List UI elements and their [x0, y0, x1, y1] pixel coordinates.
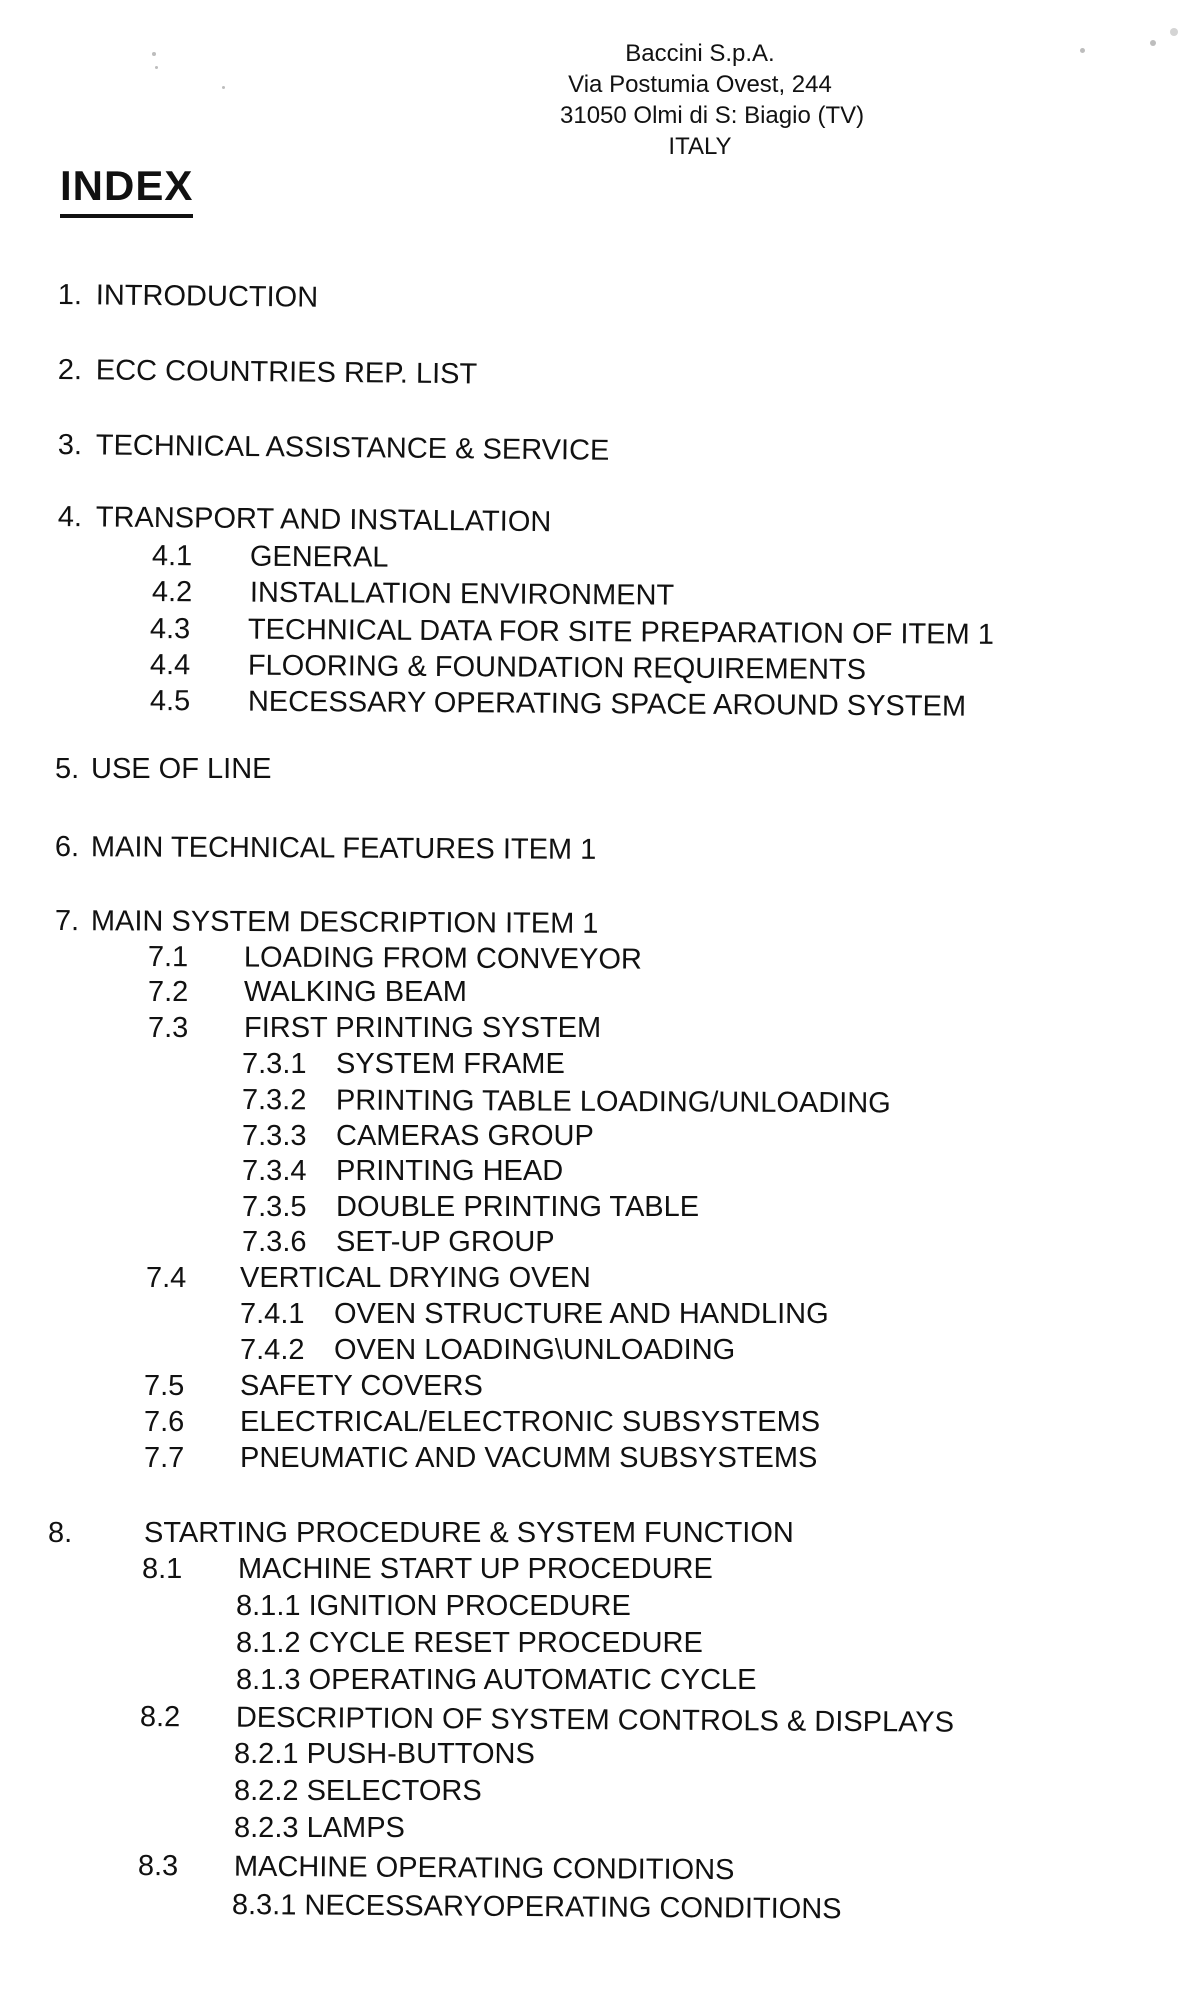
toc-title: DOUBLE PRINTING TABLE	[336, 1191, 700, 1223]
toc-title: MACHINE OPERATING CONDITIONS	[233, 1850, 735, 1887]
toc-title: USE OF LINE	[91, 753, 272, 785]
toc-number: 7.3	[148, 1012, 189, 1044]
toc-title: MACHINE START UP PROCEDURE	[238, 1553, 713, 1585]
toc-number: 7.2	[148, 976, 189, 1008]
toc-title: LOADING FROM CONVEYOR	[243, 941, 642, 976]
toc-number: 7.3.6	[242, 1226, 307, 1258]
toc-number: 7.1	[147, 941, 189, 974]
scan-speck	[1170, 28, 1178, 36]
address-country: ITALY	[668, 133, 732, 160]
address-street: Via Postumia Ovest, 244	[568, 71, 832, 98]
toc-title: PRINTING TABLE LOADING/UNLOADING	[335, 1084, 891, 1120]
toc-title: INSTALLATION ENVIRONMENT	[249, 576, 675, 612]
scan-speck	[155, 66, 158, 69]
toc-title: FLOORING & FOUNDATION REQUIREMENTS	[247, 649, 867, 686]
toc-number: 8.2.1	[234, 1738, 299, 1770]
toc-title	[234, 1811, 405, 1845]
toc-number: 7.3.2	[241, 1084, 307, 1117]
toc-title-text: SELECTORS	[306, 1775, 482, 1807]
toc-number: 8.2.3	[234, 1812, 299, 1844]
toc-number: 7.5	[144, 1370, 185, 1402]
toc-number: 8.	[48, 1517, 73, 1549]
toc-number: 4.2	[151, 576, 193, 609]
toc-title: TRANSPORT AND INSTALLATION	[95, 501, 552, 539]
toc-title-text: IGNITION PROCEDURE	[308, 1590, 631, 1622]
toc-number: 8.2.2	[234, 1775, 299, 1807]
scan-speck	[152, 52, 156, 56]
toc-number: 4.4	[149, 649, 191, 682]
toc-number: 4.3	[149, 613, 191, 646]
toc-title	[234, 1737, 535, 1771]
scan-speck	[1080, 48, 1085, 53]
toc-title: NECESSARY OPERATING SPACE AROUND SYSTEM	[247, 685, 967, 723]
toc-title: ELECTRICAL/ELECTRONIC SUBSYSTEMS	[240, 1406, 821, 1438]
toc-number: 4.1	[151, 540, 193, 573]
toc-number: 1.	[57, 278, 83, 312]
toc-number: 7.3.5	[242, 1191, 307, 1223]
scan-speck	[1150, 40, 1156, 46]
toc-title: PNEUMATIC AND VACUMM SUBSYSTEMS	[240, 1442, 818, 1474]
toc-title-text: PUSH-BUTTONS	[306, 1738, 535, 1770]
toc-title	[232, 1888, 842, 1926]
toc-title: OVEN STRUCTURE AND HANDLING	[334, 1298, 829, 1330]
toc-title-text: OPERATING AUTOMATIC CYCLE	[308, 1664, 757, 1696]
scan-speck	[222, 86, 225, 89]
toc-title: ECC COUNTRIES REP. LIST	[95, 354, 478, 391]
toc-title	[236, 1663, 757, 1697]
toc-number: 7.3.4	[242, 1155, 307, 1187]
toc-title: SET-UP GROUP	[336, 1226, 555, 1258]
toc-title: PRINTING HEAD	[336, 1155, 564, 1187]
company-name: Baccini S.p.A.	[625, 40, 775, 67]
toc-title: SAFETY COVERS	[240, 1370, 483, 1402]
toc-number: 7.3.3	[242, 1120, 307, 1152]
toc-title: WALKING BEAM	[244, 976, 467, 1008]
toc-number: 6.	[54, 831, 80, 864]
toc-title: MAIN TECHNICAL FEATURES ITEM 1	[90, 831, 597, 866]
toc-number: 7.	[54, 905, 80, 938]
toc-title: MAIN SYSTEM DESCRIPTION ITEM 1	[90, 905, 599, 940]
toc-title: TECHNICAL ASSISTANCE & SERVICE	[95, 429, 610, 467]
toc-title	[236, 1589, 631, 1623]
toc-number: 8.1.2	[236, 1627, 301, 1659]
toc-number: 8.1.1	[236, 1590, 301, 1622]
toc-title: OVEN LOADING\UNLOADING	[334, 1334, 736, 1366]
toc-number: 7.7	[144, 1442, 185, 1474]
toc-number: 3.	[57, 428, 83, 462]
toc-title-text: NECESSARYOPERATING CONDITIONS	[304, 1889, 842, 1926]
toc-title: DESCRIPTION OF SYSTEM CONTROLS & DISPLAYS	[235, 1701, 955, 1739]
toc-title: STARTING PROCEDURE & SYSTEM FUNCTION	[144, 1517, 794, 1549]
toc-number: 8.1.3	[236, 1664, 301, 1696]
toc-number: 8.3	[137, 1850, 179, 1883]
toc-number: 4.	[57, 500, 83, 534]
toc-number: 8.2	[139, 1701, 181, 1734]
toc-number: 7.3.1	[242, 1048, 307, 1080]
toc-title	[234, 1774, 482, 1808]
toc-title: SYSTEM FRAME	[336, 1048, 565, 1080]
toc-title-text: CYCLE RESET PROCEDURE	[308, 1627, 703, 1659]
toc-number: 8.1	[142, 1553, 183, 1585]
toc-number: 4.5	[149, 685, 191, 718]
toc-title: FIRST PRINTING SYSTEM	[244, 1012, 602, 1044]
toc-title: TECHNICAL DATA FOR SITE PREPARATION OF ITEM 1	[247, 613, 995, 651]
toc-title-text: LAMPS	[306, 1812, 405, 1844]
toc-title: INTRODUCTION	[95, 279, 319, 314]
toc-number: 8.3.1	[231, 1889, 297, 1922]
toc-number: 7.4	[146, 1262, 187, 1294]
address-city: 31050 Olmi di S: Biagio (TV)	[560, 102, 865, 129]
toc-title: GENERAL	[249, 540, 389, 574]
toc-number: 7.4.2	[240, 1334, 305, 1366]
toc-number: 5.	[55, 753, 80, 785]
toc-number: 7.4.1	[240, 1298, 305, 1330]
toc-title: CAMERAS GROUP	[336, 1120, 594, 1152]
toc-title: VERTICAL DRYING OVEN	[240, 1262, 591, 1294]
toc-number: 7.6	[144, 1406, 185, 1438]
toc-number: 2.	[57, 353, 83, 387]
toc-title	[236, 1626, 703, 1660]
page-title: INDEX	[60, 160, 193, 218]
